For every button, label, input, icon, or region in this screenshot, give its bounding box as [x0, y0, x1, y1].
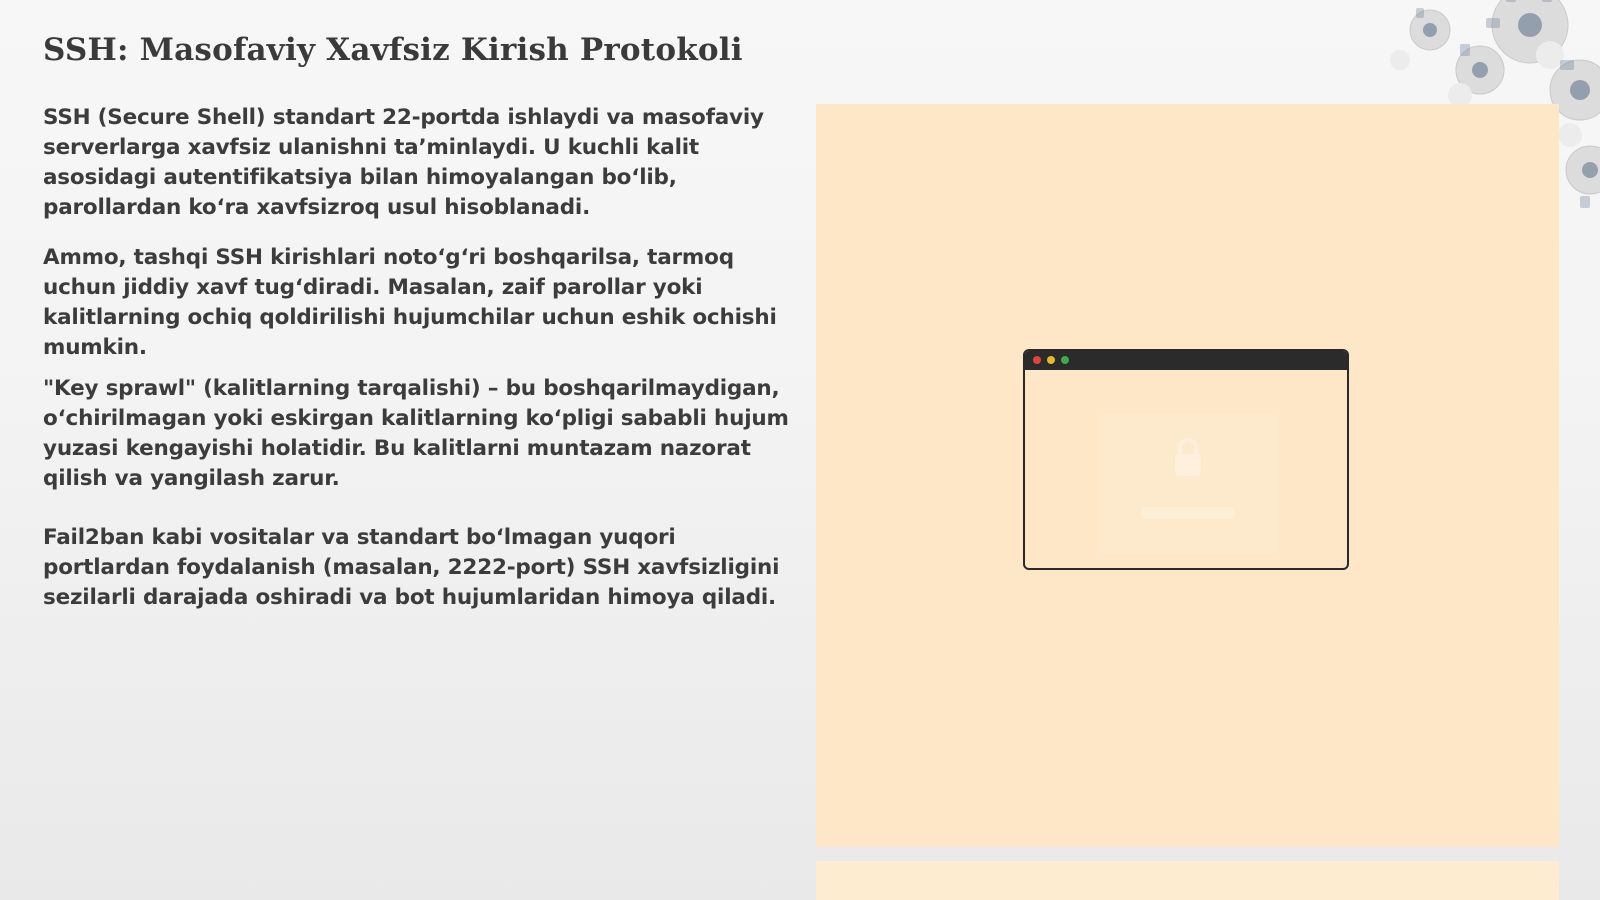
minimize-dot-icon: [1047, 356, 1055, 364]
paragraph-fail2ban: Fail2ban kabi vositalar va standart bo‘lmagan yuqori portlardan foydalanish (masalan, 2222-port) SSH xavfsizligini sezilarli darajada oshiradi va bot hujumlaridan himoya qiladi.: [43, 525, 780, 610]
login-field-placeholder: [1141, 507, 1235, 519]
page-title: SSH: Masofaviy Xavfsiz Kirish Protokoli: [43, 32, 743, 68]
paragraph-ssh-intro: SSH (Secure Shell) standart 22-portda ishlaydi va masofaviy serverlarga xavfsiz ulanishni ta’minlaydi. U kuchli kalit asosidagi autentifikatsiya bilan himoyalangan bo‘lib, parollardan ko‘ra xavfsizroq usul hisoblanadi.: [43, 105, 764, 220]
browser-content: [1025, 370, 1347, 568]
maximize-dot-icon: [1061, 356, 1069, 364]
paragraph-ssh-risks: Ammo, tashqi SSH kirishlari noto‘g‘ri boshqarilsa, tarmoq uchun jiddiy xavf tug‘diradi. Masalan, zaif parollar yoki kalitlarning ochiq qoldirilishi hujumchilar uchun eshik ochishi mumkin.: [43, 245, 777, 360]
close-dot-icon: [1033, 356, 1041, 364]
login-card: [1098, 414, 1278, 554]
paragraph-key-sprawl: "Key sprawl" (kalitlarning tarqalishi) – bu boshqarilmaydigan, o‘chirilmagan yoki eskirgan kalitlarning ko‘pligi sababli hujum yuzasi kengayishi holatidir. Bu kalitlarni muntazam nazorat qilish va yangilash zarur.: [43, 376, 789, 491]
illustration-panel-bottom: [816, 861, 1559, 900]
browser-window-illustration: [1023, 349, 1349, 570]
lock-icon: [1171, 436, 1205, 480]
browser-title-bar: [1025, 351, 1347, 370]
